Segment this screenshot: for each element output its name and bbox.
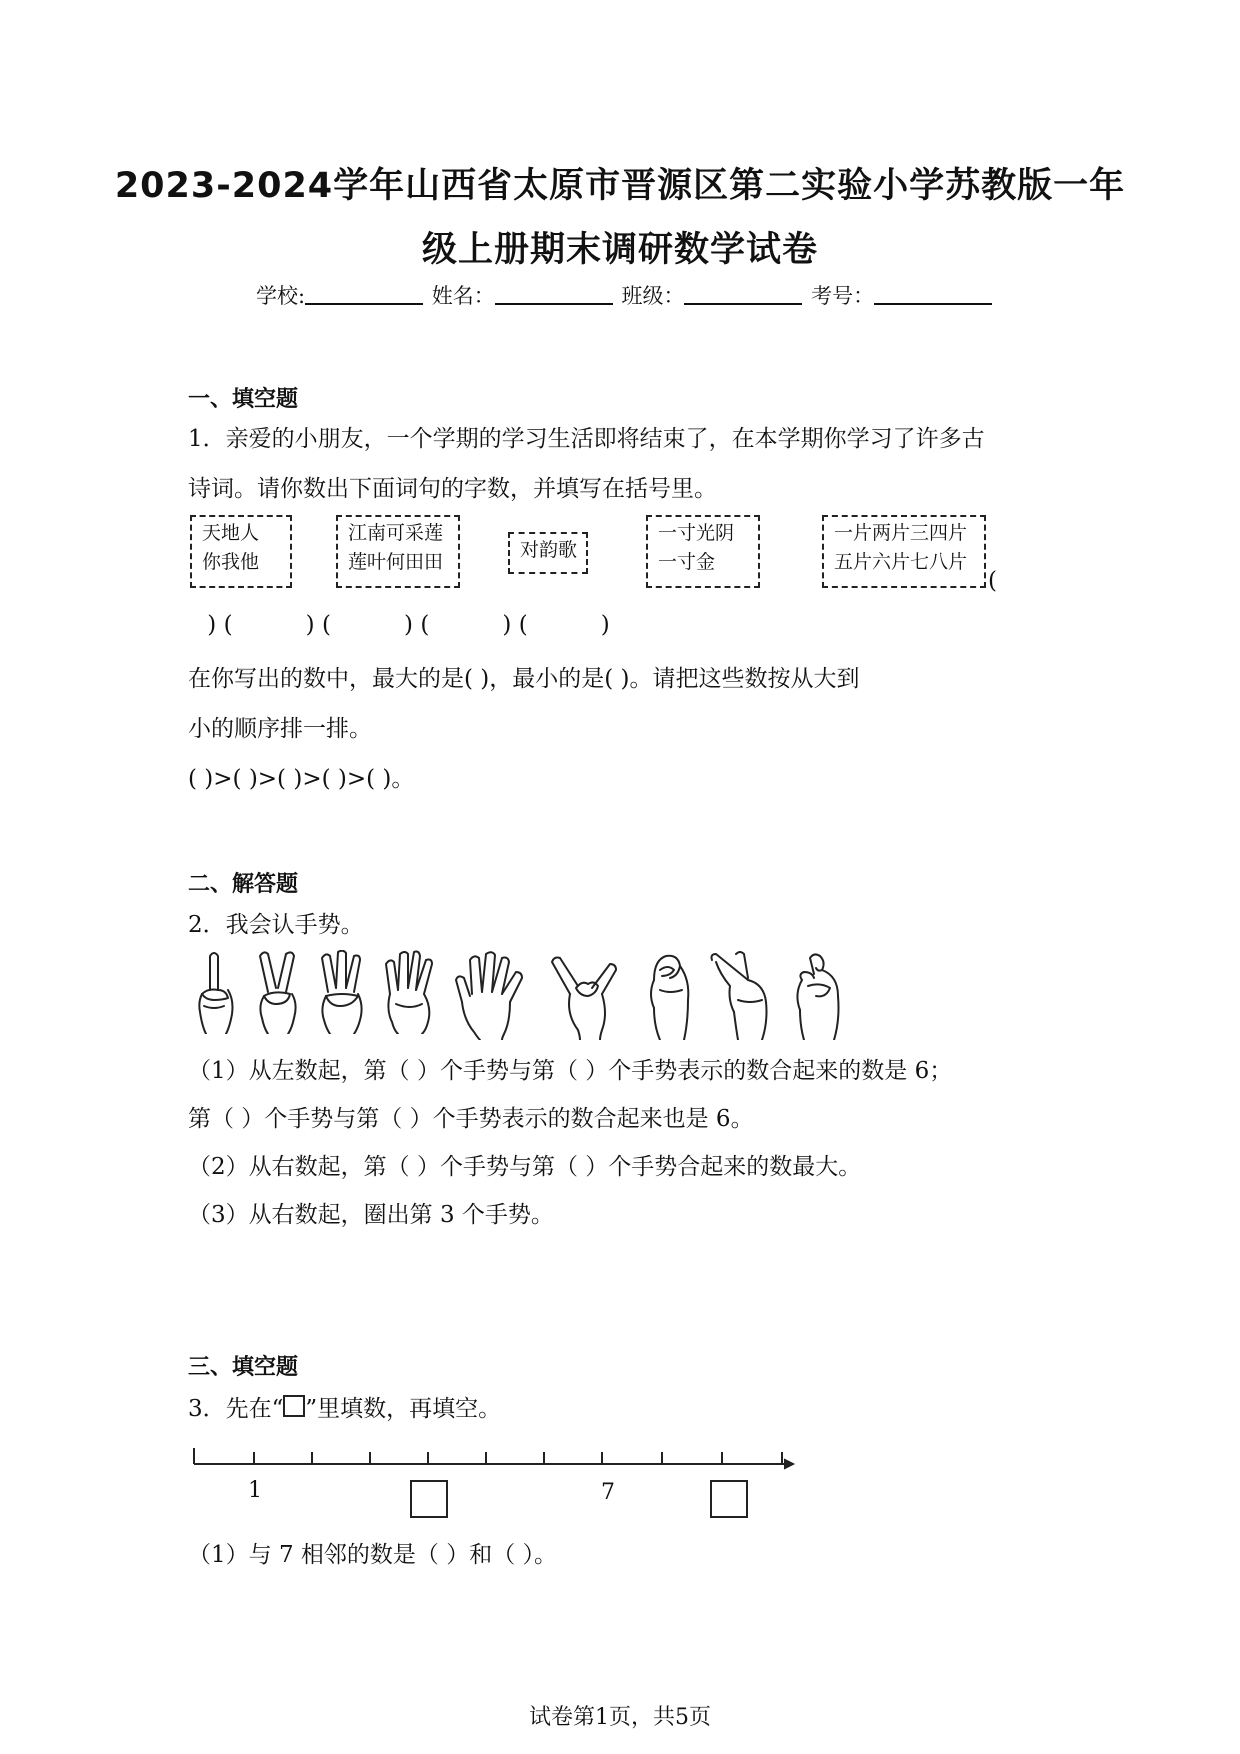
poem-box-3	[508, 532, 588, 574]
school-label: 学校:	[256, 284, 306, 308]
poem-box-2-line2: 莲叶何田田	[348, 551, 444, 573]
number-line-label-1: 1	[248, 1478, 262, 1503]
exam-no-label: 考号：	[811, 284, 875, 308]
word-count-answer-row[interactable]: ) ( ) ( ) ( ) ( )	[200, 612, 610, 638]
poem-box-1-line2: 你我他	[202, 551, 260, 573]
eight-gesture-icon	[708, 950, 776, 1040]
poem-box-5	[822, 515, 986, 588]
poem-box-5-line1: 一片两片三四片	[834, 522, 968, 544]
six-gesture-icon	[548, 950, 624, 1040]
four-finger-icon	[382, 950, 438, 1034]
exam-title-line2: 级上册期末调研数学试卷	[421, 230, 818, 270]
number-line-box-a[interactable]	[410, 1480, 448, 1518]
five-finger-icon	[452, 950, 530, 1040]
one-finger-icon	[192, 950, 238, 1034]
poem-box-2	[336, 515, 460, 588]
poem-box-4-line1: 一寸光阴	[658, 522, 735, 544]
q1-text-line4: 小的顺序排一排。	[188, 716, 372, 742]
q2-sub2: （2）从右数起，第（ ）个手势与第（ ）个手势合起来的数最大。	[188, 1154, 862, 1180]
number-line-label-7: 7	[601, 1480, 615, 1505]
empty-square-icon	[283, 1395, 305, 1417]
poem-box-1-line1: 天地人	[202, 522, 260, 544]
seven-gesture-icon	[644, 950, 696, 1040]
section1-heading: 一、填空题	[188, 387, 299, 412]
exam-title-line1: 2023-2024学年山西省太原市晋源区第二实验小学苏教版一年	[114, 166, 1126, 206]
class-label: 班级：	[621, 284, 685, 308]
name-blank[interactable]	[495, 285, 613, 305]
nine-gesture-icon	[790, 950, 846, 1040]
q2-sub1-line1: （1）从左数起，第（ ）个手势与第（ ）个手势表示的数合起来的数是 6；	[188, 1058, 953, 1084]
three-finger-icon	[316, 950, 368, 1034]
poem-box-5-line2: 五片六片七八片	[834, 551, 968, 573]
poem-box-2-line1: 江南可采莲	[348, 522, 444, 544]
q1-text-line3: 在你写出的数中，最大的是( )，最小的是( )。请把这些数按从大到	[188, 666, 860, 692]
q1-text-line1: 1．亲爱的小朋友，一个学期的学习生活即将结束了，在本学期你学习了许多古	[188, 426, 985, 452]
q2-sub3: （3）从右数起，圈出第 3 个手势。	[188, 1202, 554, 1228]
school-blank[interactable]	[305, 285, 423, 305]
q2-text: 2．我会认手势。	[188, 912, 364, 938]
page-footer: 试卷第1页，共5页	[529, 1705, 711, 1730]
class-blank[interactable]	[684, 285, 802, 305]
answer-paren-open: (	[988, 568, 997, 594]
poem-box-3-line1: 对韵歌	[520, 539, 578, 561]
number-line-box-b[interactable]	[710, 1480, 748, 1518]
q3-sub1: （1）与 7 相邻的数是（ ）和（ ）。	[188, 1542, 558, 1568]
exam-no-blank[interactable]	[874, 285, 992, 305]
q3-text-post: ”里填数，再填空。	[305, 1396, 502, 1422]
poem-box-1	[190, 515, 292, 588]
two-finger-icon	[252, 950, 302, 1034]
section3-heading: 三、填空题	[188, 1355, 299, 1380]
student-info-line	[256, 280, 994, 310]
ordering-answer-row[interactable]: ( )>( )>( )>( )>( )。	[188, 766, 415, 792]
name-label: 姓名：	[431, 284, 495, 308]
poem-box-4-line2: 一寸金	[658, 551, 716, 573]
q3-text-pre: 3．先在“	[188, 1396, 284, 1422]
section2-heading: 二、解答题	[188, 872, 299, 897]
q1-text-line2: 诗词。请你数出下面词句的字数，并填写在括号里。	[188, 476, 717, 502]
poem-box-4	[646, 515, 760, 588]
q2-sub1-line2: 第（ ）个手势与第（ ）个手势表示的数合起来也是 6。	[188, 1106, 754, 1132]
q3-text	[188, 1390, 501, 1423]
